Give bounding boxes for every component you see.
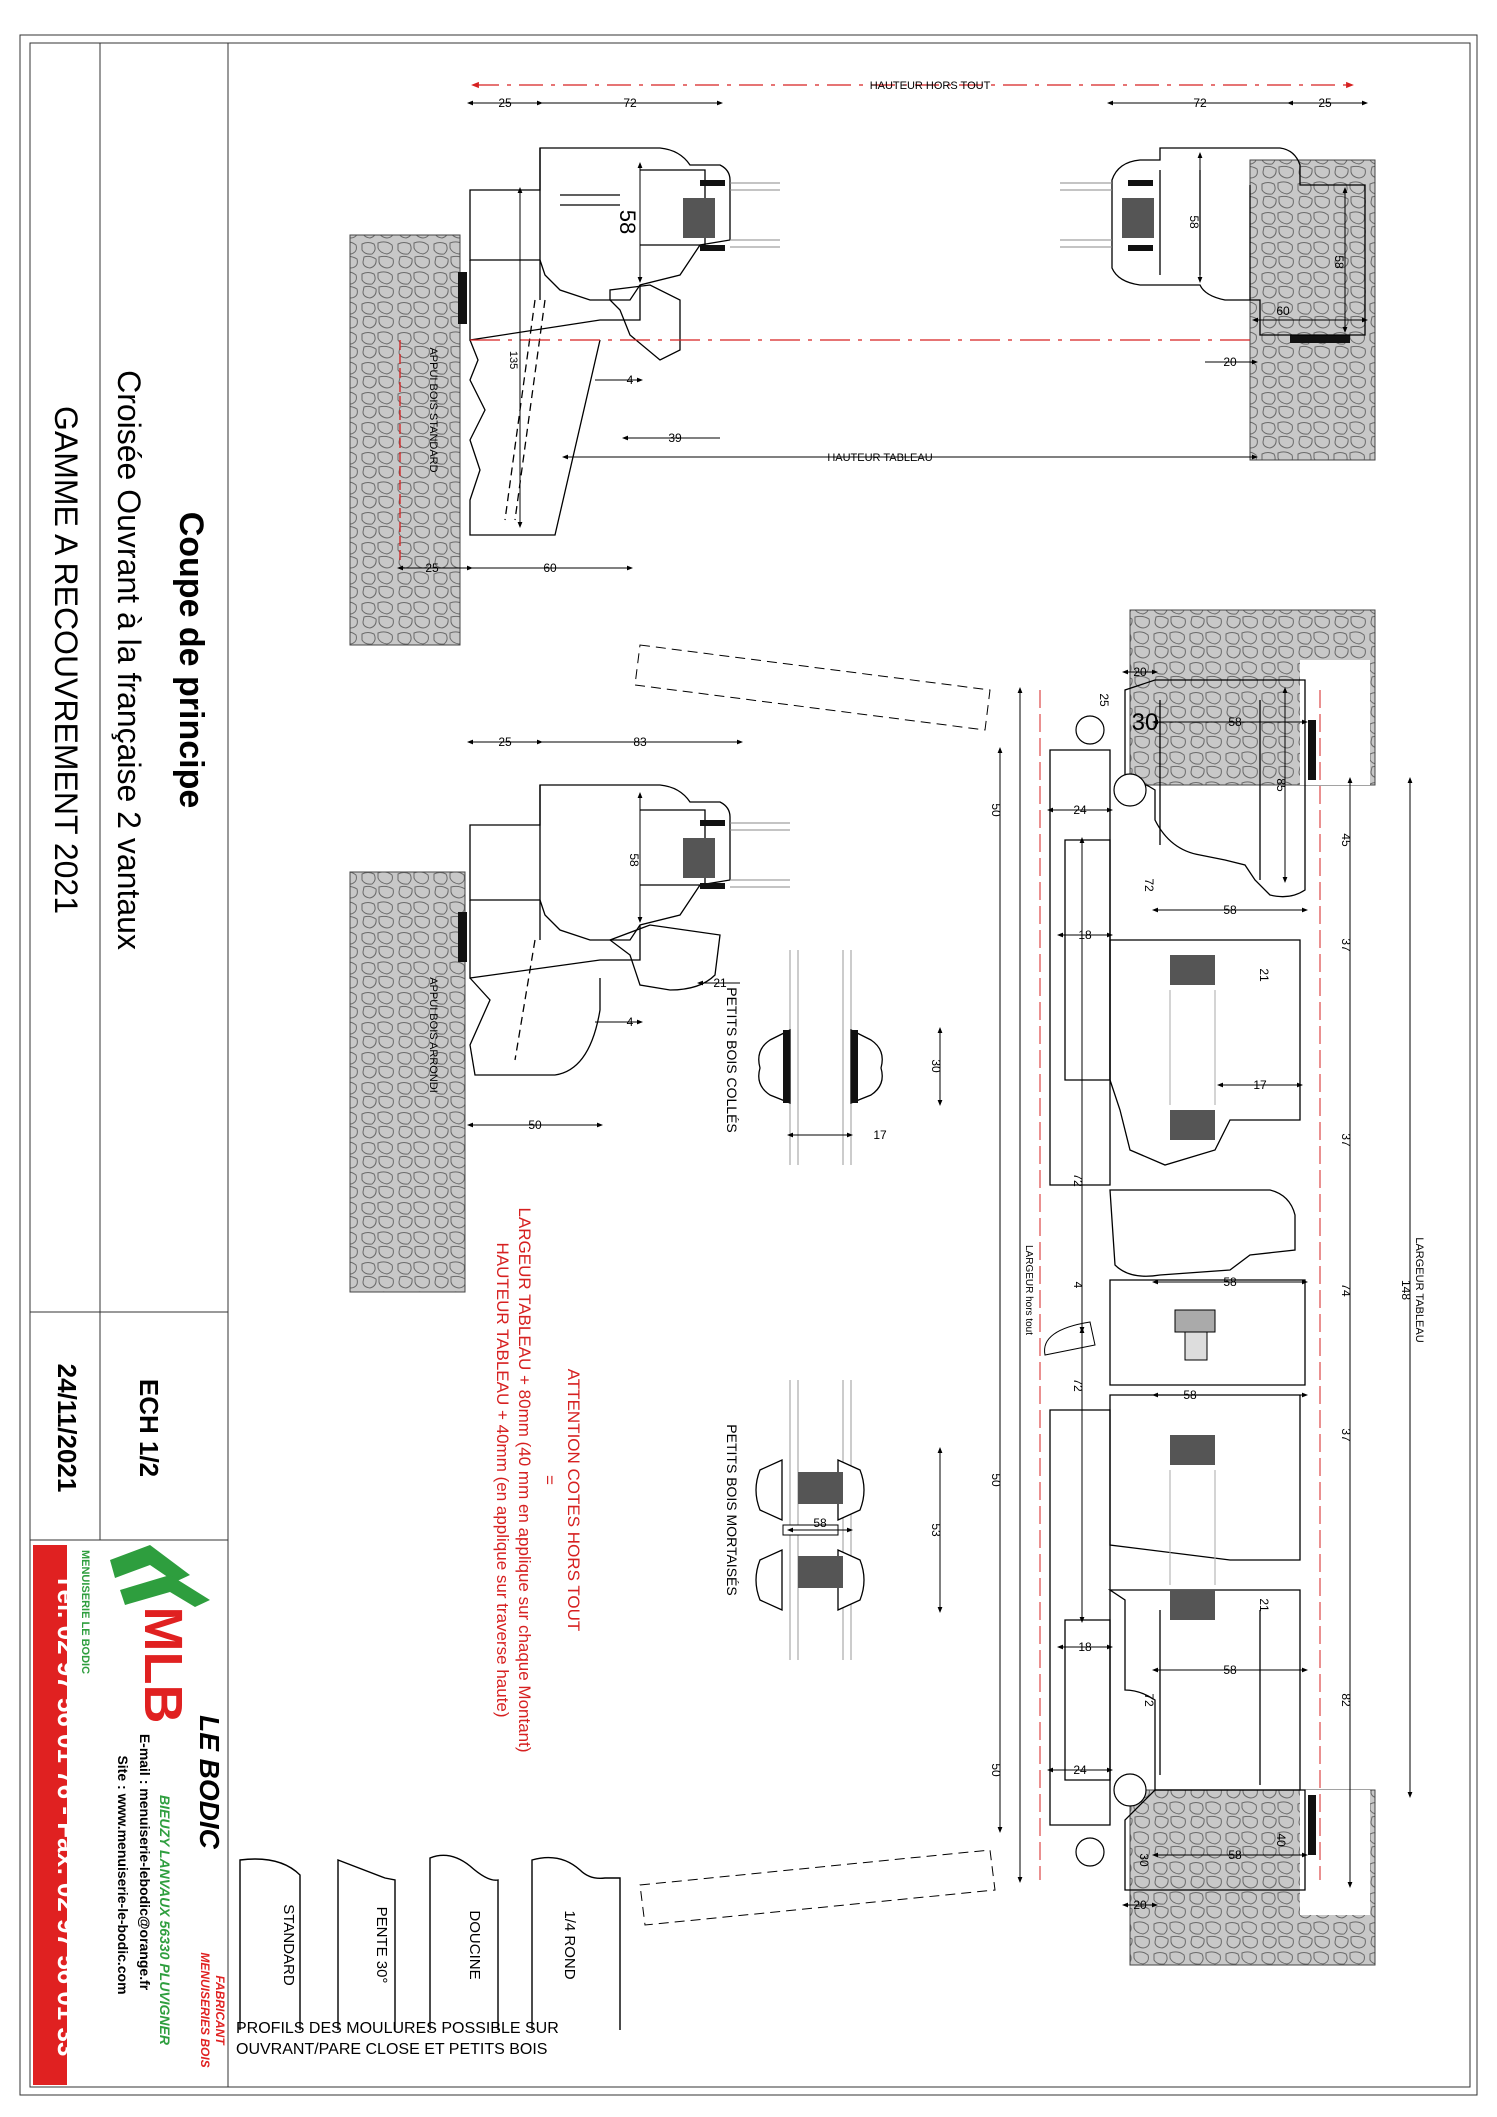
label-largeur-tableau: LARGEUR TABLEAU (1413, 1237, 1425, 1343)
moulure-standard: STANDARD (280, 1904, 297, 1986)
dim-r-72-c: 72 (1071, 1378, 1085, 1392)
label-appui-standard: APPUI BOIS STANDARD (427, 347, 439, 473)
phone-fax: Tél. 02 97 56 01 76 - Fax: 02 97 56 01 33 (52, 1573, 82, 2057)
company-tagline1: FABRICANT (213, 1975, 227, 2045)
dim-r-37-b: 37 (1339, 1133, 1353, 1147)
label-hauteur-tableau: HAUTEUR TABLEAU (827, 452, 933, 464)
company-block (33, 1545, 227, 2085)
company-address: BIEUZY LANVAUX 56330 PLUVIGNER (157, 1795, 173, 2045)
attention-line3: HAUTEUR TABLEAU + 40mm (en applique sur traverse haute) (493, 1242, 512, 1718)
profiles-note-line2: OUVRANT/PARE CLOSE ET PETITS BOIS (236, 2041, 548, 2058)
label-petits-bois-colles: PETITS BOIS COLLÉS (724, 987, 740, 1133)
label-petits-bois-mortaises: PETITS BOIS MORTAISÉS (724, 1424, 740, 1596)
dim-58-right: 58 (1187, 215, 1201, 229)
dim-r-58-e: 58 (1223, 1663, 1237, 1677)
company-email[interactable]: E-mail : menuiserie-lebodic@orange.fr (137, 1733, 153, 1991)
moulure-quart-rond: 1/4 ROND (561, 1910, 578, 1980)
company-logo (79, 1545, 210, 1723)
dim-r-74: 74 (1339, 1283, 1353, 1297)
dim-30-petits-bois: 30 (929, 1059, 943, 1073)
dim-r-25: 25 (1097, 693, 1111, 707)
dim-r-50-c: 50 (989, 1763, 1003, 1777)
dim-25-mid: 25 (498, 735, 512, 749)
dim-4-a: 4 (626, 373, 634, 387)
dim-58-mid: 58 (627, 853, 641, 867)
moulure-doucine: DOUCINE (466, 1910, 483, 1980)
dim-r-21-a: 21 (1257, 968, 1271, 982)
dim-top-72-left: 72 (623, 96, 637, 110)
dim-r-17: 17 (1253, 1078, 1267, 1092)
dim-r-58-a: 58 (1228, 715, 1242, 729)
company-site[interactable]: Site : www.menuiserie-le-bodic.com (115, 1755, 131, 1995)
dim-53: 53 (929, 1523, 943, 1537)
dim-r-85: 85 (1274, 778, 1288, 792)
dim-top-72-right: 72 (1193, 96, 1207, 110)
masonry-left-mid (350, 872, 465, 1292)
dim-r-30-big: 30 (1131, 709, 1159, 736)
date-label: 24/11/2021 (52, 1363, 82, 1493)
attention-notes (493, 1207, 583, 1752)
label-largeur-hors-tout: LARGEUR hors tout (1023, 1244, 1034, 1336)
dim-60: 60 (1276, 304, 1290, 318)
dim-r-40: 40 (1274, 1833, 1288, 1847)
attention-line2: LARGEUR TABLEAU + 80mm (40 mm en applique sur chaque Montant) (515, 1207, 534, 1753)
dim-58-big: 58 (615, 209, 640, 235)
dim-135: 135 (507, 350, 519, 370)
dim-r-45: 45 (1339, 833, 1353, 847)
dim-39: 39 (668, 431, 682, 445)
dim-r-20-bottom: 20 (1133, 1898, 1147, 1912)
dim-r-24-a: 24 (1073, 803, 1087, 817)
dim-r-72-d: 72 (1142, 1693, 1156, 1707)
moulure-pente: PENTE 30° (373, 1906, 390, 1984)
title-block (48, 370, 210, 1492)
company-name: LE BODIC (194, 1715, 225, 1849)
dim-r-30: 30 (1137, 1853, 1151, 1867)
masonry-left-top (350, 235, 460, 645)
dim-r-37-a: 37 (1339, 938, 1353, 952)
dim-4-b: 4 (626, 1015, 634, 1029)
petits-bois-colles (724, 950, 943, 1165)
dim-r-50-b: 50 (989, 1473, 1003, 1487)
dim-top-25-left: 25 (498, 96, 512, 110)
dim-r-72-b: 72 (1071, 1173, 1085, 1187)
dim-r-50-a: 50 (989, 803, 1003, 817)
moulure-profiles (236, 1855, 620, 2058)
dim-r-4: 4 (1071, 1281, 1085, 1289)
dim-top-25-right: 25 (1318, 96, 1332, 110)
dim-r-20-top: 20 (1133, 665, 1147, 679)
svg-text:MLB: MLB (133, 1606, 193, 1724)
petits-bois-mortaises (724, 1380, 943, 1660)
scale-label: ECH 1/2 (134, 1378, 164, 1478)
dim-r-148: 148 (1399, 1279, 1413, 1301)
dim-50: 50 (528, 1118, 542, 1132)
dim-r-58-b: 58 (1223, 903, 1237, 917)
range-title: GAMME A RECOUVREMENT 2021 (48, 406, 84, 914)
label-appui-arrondi: APPUI BOIS ARRONDI (427, 977, 439, 1093)
profiles-note-line1: PROFILS DES MOULURES POSSIBLE SUR (236, 2020, 559, 2037)
dim-r-58-f: 58 (1228, 1848, 1242, 1862)
svg-text:MENUISERIE LE BODIC: MENUISERIE LE BODIC (79, 1549, 91, 1675)
dim-r-58-c: 58 (1223, 1275, 1237, 1289)
dim-r-72-a: 72 (1142, 878, 1156, 892)
main-title: Coupe de principe (172, 511, 210, 809)
dim-20: 20 (1223, 355, 1237, 369)
dim-r-58-d: 58 (1183, 1388, 1197, 1402)
dim-r-82: 82 (1339, 1693, 1353, 1707)
dim-25-bottom: 25 (425, 561, 439, 575)
dim-r-24-b: 24 (1073, 1763, 1087, 1777)
subtitle: Croisée Ouvrant à la française 2 vantaux (111, 370, 147, 950)
dim-21: 21 (713, 976, 727, 990)
dim-r-21-b: 21 (1257, 1598, 1271, 1612)
dim-r-18-b: 18 (1078, 1640, 1092, 1654)
masonry-right-top (1250, 160, 1375, 460)
dim-17-petits-bois: 17 (873, 1128, 887, 1142)
dim-60-bottom: 60 (543, 561, 557, 575)
dim-58-petits-bois-mortaises: 58 (813, 1516, 827, 1530)
dim-83: 83 (633, 735, 647, 749)
attention-eq: = (540, 1475, 559, 1485)
sill-variant-section (350, 735, 943, 1660)
dim-r-18-a: 18 (1078, 928, 1092, 942)
dim-r-37-c: 37 (1339, 1428, 1353, 1442)
company-tagline2: MENUISERIES BOIS (198, 1952, 212, 2068)
attention-line1: ATTENTION COTES HORS TOUT (564, 1368, 583, 1632)
vertical-section (350, 80, 1385, 645)
plan-section (635, 610, 1425, 1965)
dim-58-right2: 58 (1332, 255, 1346, 269)
label-hauteur-hors-tout: HAUTEUR HORS TOUT (869, 80, 991, 92)
